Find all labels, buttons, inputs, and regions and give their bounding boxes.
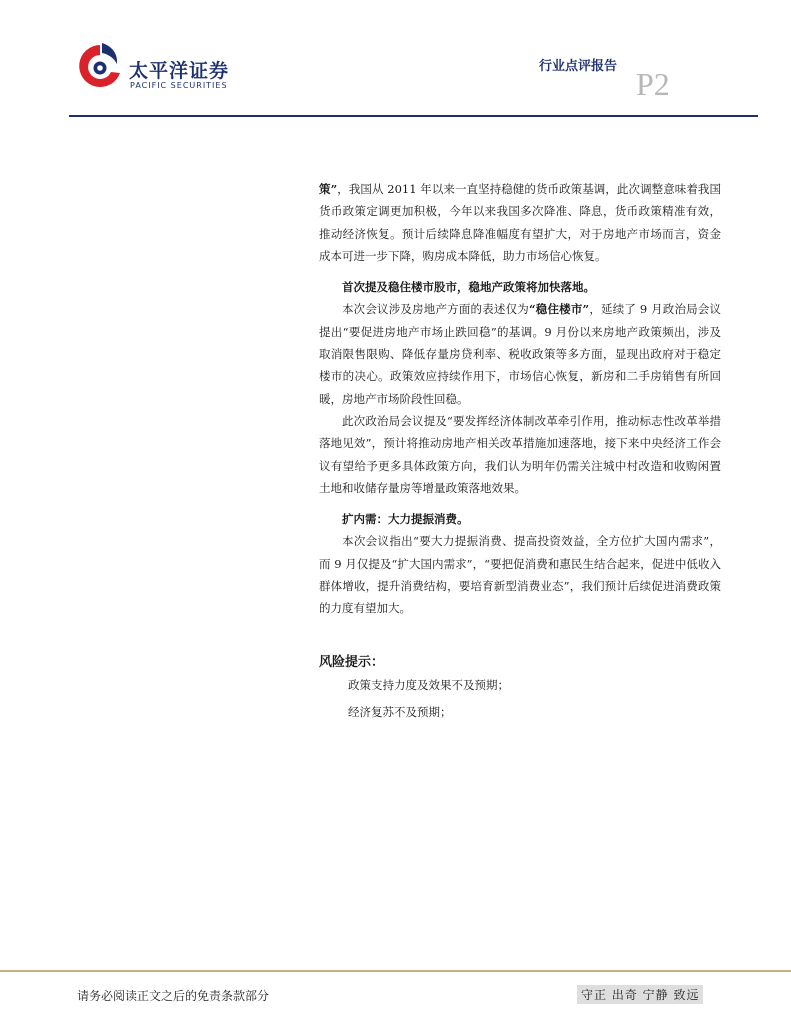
risk-item: 经济复苏不及预期； — [348, 704, 452, 719]
page-number: P2 — [636, 66, 670, 102]
paragraph-property-2: 此次政治局会议提及“要发挥经济体制改革牵引作用，推动标志性改革举措落地见效”，预计将推动房地产相关改革措施加速落地，接下来中央经济工作会议有望给予更多具体政策方向，我们认为明年仍需关注城中村改造和收购闲置土地和收储存量房等增量政策落地效果。 — [319, 413, 721, 495]
paragraph-text: ，我国从 2011 年以来一直坚持稳健的货币政策基调，此次调整意味着我国货币政策定调更加积极，今年以来我国多次降准、降息，货币政策精准有效，推动经济恢复。预计后续降息降准幅度有望扩大，对于房地产市场而言，资金成本可进一步下降，购房成本降低，助力市场信心恢复。 — [319, 182, 721, 263]
brand-name-en: PACIFIC SECURITIES — [130, 81, 228, 90]
spacer — [319, 620, 721, 652]
section-heading-property: 首次提及稳住楼市股市，稳地产政策将加快落地。 — [342, 280, 595, 295]
paragraph-text: 本次会议涉及房地产方面的表述仅为 — [342, 302, 529, 317]
paragraph-text: ，延续了 9 月政治局会议提出“要促进房地产市场止跌回稳”的基调。9 月份以来房地产政策频出，涉及取消限售限购、降低存量房贷利率、税收政策等多方面，显现出政府对于稳定楼市的决心。政策效应持续作用下，市场信心恢复，新房和二手房销售有所回暖，房地产市场阶段性回稳。 — [319, 302, 721, 406]
header-divider — [69, 115, 758, 117]
pacific-logo-icon — [76, 42, 124, 92]
paragraph-consumption: 本次会议指出“要大力提振消费、提高投资效益，全方位扩大国内需求”，而 9 月仅提及“扩大国内需求”，“要把促消费和惠民生结合起来，促进中低收入群体增收，提升消费结构，要培育新型消费业态”，我们预计后续促进消费政策的力度有望加大。 — [319, 534, 721, 616]
bold-phrase: “稳住楼市” — [528, 302, 590, 317]
paragraph-property-1 — [319, 298, 721, 409]
report-body — [319, 178, 721, 723]
report-type-label: 行业点评报告 — [539, 59, 618, 74]
footer-motto: 守正 出奇 宁静 致远 — [577, 985, 703, 1004]
risk-title: 风险提示： — [319, 654, 385, 670]
company-logo — [76, 42, 236, 92]
risk-item: 政策支持力度及效果不及预期； — [348, 677, 509, 692]
spacer — [319, 267, 721, 276]
brand-name-cn: 太平洋证券 — [129, 60, 230, 82]
footer-divider — [0, 970, 791, 972]
footer-disclaimer: 请务必阅读正文之后的免责条款部分 — [77, 989, 270, 1003]
spacer — [319, 499, 721, 508]
section-heading-consumption: 扩内需：大力提振消费。 — [342, 512, 469, 527]
bold-lead: 策” — [319, 182, 338, 196]
paragraph-monetary-policy — [319, 178, 721, 267]
